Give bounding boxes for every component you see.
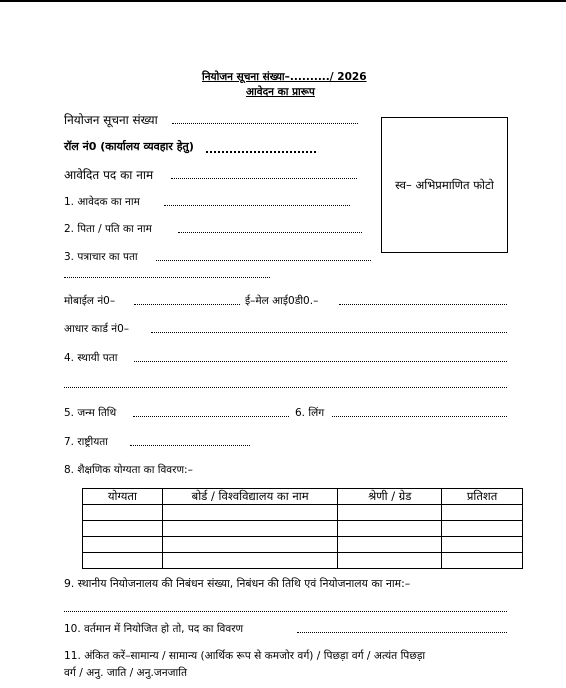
dob-label: 5. जन्म तिथि [64, 407, 117, 419]
table-cell[interactable] [338, 521, 442, 537]
top-border [0, 0, 566, 2]
board-header: बोर्ड / विश्वविद्यालय का नाम [162, 489, 338, 505]
dob-field[interactable] [133, 416, 289, 417]
employment-exchange-field[interactable] [64, 611, 507, 612]
notice-no-field[interactable] [172, 123, 358, 124]
table-cell[interactable] [162, 521, 338, 537]
table-row [83, 553, 523, 569]
email-label: ई–मेल आई0डी0.– [245, 295, 319, 307]
table-cell[interactable] [442, 553, 523, 569]
form-title: आवेदन का प्रारूप [246, 86, 315, 98]
permanent-address-field-2[interactable] [64, 387, 507, 388]
roll-no-field [206, 151, 316, 153]
aadhaar-field[interactable] [151, 332, 507, 333]
table-cell[interactable] [442, 505, 523, 521]
current-job-field[interactable] [297, 632, 507, 633]
father-name-label: 2. पिता / पति का नाम [64, 223, 152, 235]
table-cell[interactable] [162, 537, 338, 553]
photo-box-label: स्व– अभिप्रमाणित फोटो [395, 178, 494, 192]
correspondence-label: 3. पत्राचार का पता [64, 251, 138, 263]
roll-no-label: रॉल नं0 (कार्यालय व्यवहार हेतु) [64, 140, 194, 153]
table-cell[interactable] [162, 505, 338, 521]
category-line-1: 11. अंकित करें–सामान्य / सामान्य (आर्थिक रूप से कमजोर वर्ग) / पिछड़ा वर्ग / अत्यंत पिछड़ा [64, 650, 426, 662]
qualification-header: योग्यता [83, 489, 163, 505]
permanent-address-label: 4. स्थायी पता [64, 352, 118, 364]
email-field[interactable] [339, 304, 507, 305]
post-field[interactable] [171, 178, 357, 179]
permanent-address-field-1[interactable] [134, 361, 507, 362]
applicant-name-label: 1. आवेदक का नाम [64, 196, 140, 208]
table-cell[interactable] [83, 505, 163, 521]
table-row [83, 505, 523, 521]
education-label: 8. शैक्षणिक योग्यता का विवरण:– [64, 464, 193, 476]
nationality-field[interactable] [130, 445, 250, 446]
table-row [83, 521, 523, 537]
table-cell[interactable] [338, 505, 442, 521]
table-row [83, 537, 523, 553]
table-cell[interactable] [338, 553, 442, 569]
aadhaar-label: आधार कार्ड नं0– [64, 323, 130, 335]
mobile-field[interactable] [134, 304, 240, 305]
correspondence-field-1[interactable] [156, 260, 371, 261]
table-cell[interactable] [338, 537, 442, 553]
photo-box [381, 117, 508, 253]
category-line-2: वर्ग / अनु. जाति / अनु.जनजाति [64, 667, 188, 679]
nationality-label: 7. राष्ट्रीयता [64, 436, 109, 448]
table-cell[interactable] [83, 521, 163, 537]
education-table-header [83, 489, 523, 505]
table-cell[interactable] [83, 553, 163, 569]
gender-label: 6. लिंग [295, 407, 325, 419]
post-label: आवेदित पद का नाम [64, 168, 154, 182]
percentage-header: प्रतिशत [442, 489, 523, 505]
table-cell[interactable] [442, 521, 523, 537]
notice-number-heading: नियोजन सूचना संख्या–........../ 2026 [202, 71, 367, 83]
father-name-field[interactable] [178, 232, 362, 233]
education-table [82, 488, 523, 569]
applicant-name-field[interactable] [164, 205, 350, 206]
table-cell[interactable] [162, 553, 338, 569]
notice-no-label: नियोजन सूचना संख्या [64, 113, 158, 127]
table-cell[interactable] [442, 537, 523, 553]
employment-exchange-label: 9. स्थानीय नियोजनालय की निबंधन संख्या, निबंधन की तिथि एवं नियोजनालय का नाम:– [64, 577, 411, 590]
mobile-label: मोबाईल नं0– [64, 295, 116, 307]
table-cell[interactable] [83, 537, 163, 553]
gender-field[interactable] [332, 416, 507, 417]
current-job-label: 10. वर्तमान में नियोजित हो तो, पद का विवरण [64, 623, 244, 635]
grade-header: श्रेणी / ग्रेड [338, 489, 442, 505]
correspondence-field-2[interactable] [64, 277, 270, 278]
